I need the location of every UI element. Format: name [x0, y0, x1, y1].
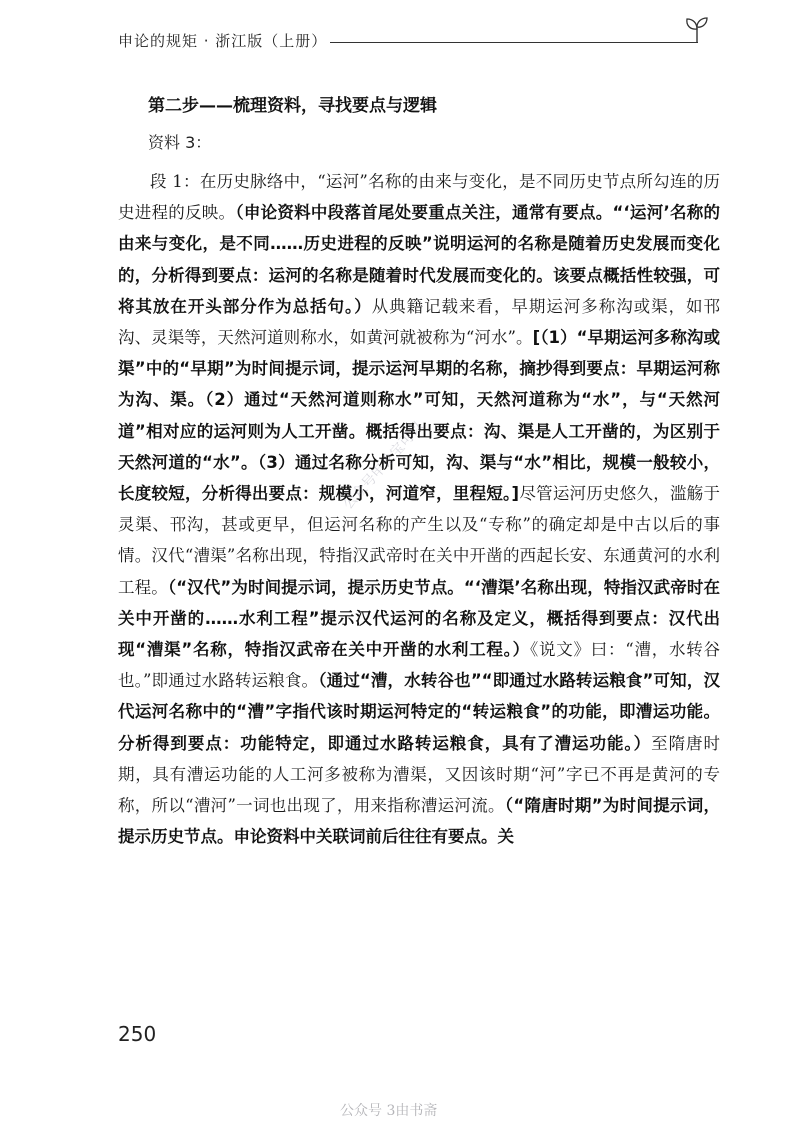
- section-heading: 第二步——梳理资料，寻找要点与逻辑: [148, 96, 437, 116]
- running-head-title: 申论的规矩 · 浙江版（上册）: [118, 32, 328, 50]
- source-text: 从典籍记载来看，早期运河多称沟或渠，如邗沟、灵渠等，天然河道则称水，如黄河就被称为“河水”。: [118, 296, 721, 348]
- source-text: 段 1：在历史脉络中，“运河”名称的由来与变化，是不同历史节点所勾连的历史进程的反映。: [118, 172, 720, 223]
- page-content: [118, 88, 720, 852]
- sprout-icon: [684, 16, 710, 44]
- body-paragraph: [118, 166, 720, 852]
- watermark: 公众号申论宝可以: [340, 418, 428, 513]
- source-text: 尽管运河历史悠久，滥觞于灵渠、邗沟，甚或更早，但运河名称的产生以及“专称”的确定却是中古以后的事情。汉代“漕渠”名称出现，特指汉武帝时在关中开凿的西起长安、东通黄河的水利工程。: [118, 484, 720, 597]
- annotation-text: （申论资料中段落首尾处要重点关注，通常有要点。“‘运河’名称的由来与变化，是不同……历史进程的反映”说明运河的名称是随着历史发展而变化的，分析得到要点：运河的名称是随着时代发展而变化的。该要点概括性较强，可将其放在开头部分作为总括句。）: [118, 203, 720, 316]
- footer-mark: 公众号 3由书斋: [340, 1103, 438, 1119]
- annotation-text: （“隋唐时期”为时间提示词，提示历史节点。申论资料中关联词前后往往有要点。关: [118, 796, 720, 847]
- header-rule: [330, 42, 698, 43]
- source-text: 至隋唐时期，具有漕运功能的人工河多被称为漕渠，又因该时期“河”字已不再是黄河的专称，所以“漕河”一词也出现了，用来指称漕运河流。: [118, 733, 721, 816]
- running-header: [118, 30, 710, 56]
- page-number: 250: [118, 1022, 157, 1046]
- annotation-text: （“汉代”为时间提示词，提示历史节点。“‘漕渠’名称出现，特指汉武帝时在关中开凿的……水利工程”提示汉代运河的名称及定义，概括得到要点：汉代出现“漕渠”名称，特指汉武帝在关中开凿的水利工程。）: [118, 577, 720, 660]
- annotation-text: （通过“漕，水转谷也”“即通过水路转运粮食”可知，汉代运河名称中的“漕”字指代该时期运河特定的“转运粮食”的功能，即漕运功能。分析得到要点：功能特定，即通过水路转运粮食，具有了漕运功能。）: [118, 671, 720, 753]
- annotation-text: [（1）“早期运河多称沟或渠”中的“早期”为时间提示词，提示运河早期的名称，摘抄得到要点：早期运河称为沟、渠。（2）通过“天然河道则称水”可知，天然河道称为“水”，与“天然河道”相对应的运河则为人工开凿。概括得出要点：沟、渠是人工开凿的，为区别于天然河道的“水”。（3）通过名称分析可知，沟、渠与“水”相比，规模一般较小，长度较短，分析得出要点：规模小，河道窄，里程短。]: [118, 328, 720, 504]
- material-label: 资料 3：: [148, 133, 212, 152]
- source-text: 《说文》曰：“漕，水转谷也。”即通过水路转运粮食。: [118, 640, 720, 691]
